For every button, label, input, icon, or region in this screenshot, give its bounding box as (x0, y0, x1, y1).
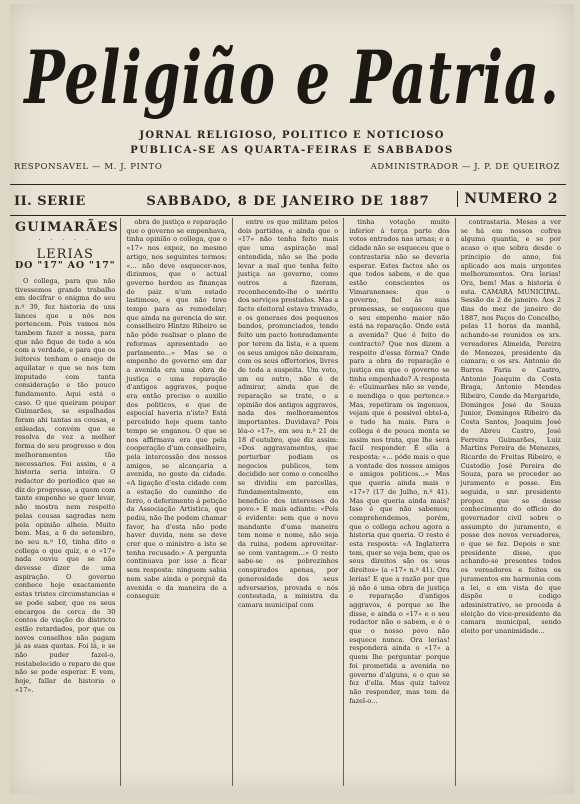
masthead-publication-days: PUBLICA-SE AS QUARTA-FEIRAS E SABBADOS (130, 145, 454, 156)
column-text: obra de justiça e reparação que o governo se empenhava, tinha opinião o collega, que o «17» nos expoz, no mesmo artigo, nos seguintes termos: «... não deve esquecer-nos, diziamos, que o actual governo herdou as finanças do paiz n'um estado lastimoso, e que não teve tempo para as remodelar; que ainda na gerencia do snr. conselheiro Hintze Ribeiro se não pôde realisar o plano de reformas apresentado ao parlamento...» Mas se o empenho do governo em dar a avenida era uma obra de justiça e uma reparação d'antigos aggravos, poque era então preciso o auxilio dos politicos, e que de especial haveria n'isto? Está percebido hoje quem tanto tempo se enganou. O que se nos affirmava era que pela cooperação d'um conselheiro, pela intercessão dos nossos amigos, se alcançaria a avenida, no gosto da cidade. «A ligação d'esta cidade com a estação do caminho de ferro, o deferimento á petição da Associação Artistica, que pediu, não lhe podem chamar favor, ha d'esta não pode haver duvida, nem se deve crer que o ministro a isto se tenha recusado.» A pergunta continuava por isso a ficar sem resposta: ninguem sabia nem sabe ainda o porquê da avenida e da maneira de a conseguir. (126, 218, 227, 601)
administrador: ADMINISTRADOR — J. P. DE QUEIROZ (370, 162, 560, 172)
issue-date: SABBADO, 8 DE JANEIRO DE 1887 (146, 194, 430, 209)
column-3 (233, 218, 344, 786)
column-2 (121, 218, 232, 786)
bottom-rule (10, 215, 566, 216)
masthead-subtitle: JORNAL RELIGIOSO, POLITICO E NOTICIOSO (139, 130, 445, 141)
serie-label: II. SERIE (14, 194, 86, 209)
ornament-divider: · · · · · (38, 236, 92, 244)
dateline (10, 189, 566, 215)
column-text: tinha votação muito inferior á terça parte dos votos entrados nas urnas; e a cidade não se esqueceu que o contrastaria não se deveria esperar. Estes factos são os que todos sabem, e de que estão conscientes os Vimaranenses: que o governo, fiel ás suas promessas, se esqueceu que o seu empenho maior não está na reparação. Onde está a avenida? Que é feito do contracto? Que nos dizem a respeito d'essa fórma? Onde para a obra de reparação e justiça em que o governo se tinha empenhado? A resposta é: «Guimarães não se vende, e mendiga o que pertence.» Mas, repetiram os ingenuos, vejam que é possivel obtel-a, e tudo ha mais. Para o collega é de pouca monta se assim nos trata, que lhe será facil responder. É ella a resposta: «... póde mais o que a vontade dos nossos amigos e amigos politicos...» Mas que queria ainda mais o «17»? (17 de Julho, n.º 41). Mas que queria ainda mais? Isso é que não sabemos; comprehendemos, porém, que o collega achou agora a historia que queria. O resto é esta resposta: «A Inglaterra tem, quer se veja bem, que os seus direitos são os seus direitos» (a «17» n.º 41). Ora lerias! E que a razão por que já não é uma obra de justiça e reparação d'antigos aggravos, é porque se lhe disse, e ainda o «17» e o seu redactor não o sabem, e é o que o nosso povo não esquece nunca. Ora lerias! responderá ainda o «17» a quem lhe perguntar porque foi prometida a avenida no governo d'alguns, e o que se fez d'ella. Mas quiz talvez não responder, mas tem de fazel-o... (349, 218, 450, 705)
issue-number: NUMERO 2 (457, 191, 558, 207)
column-text: O collega, para que não tivessemos grande trabalho em decifrar o enigma do seu n.º 39, fez historia de uns lances que a nós nos pertencem. Pois vamos nós tambem fazer a nossa, para que não fique de todo a sós com a verdade, e para que os leitores tenham o ensejo de aquilatar o que se nos tem imputado com tanta consideração e tão pouco fundamento. Aqui está o caso. O que queiram poupar Guimarães, se espalhadas foram ahi tantas as cousas, e enleadas, convém que se resolva de vez a melhor forma do seu progresso e dos melhoramentos tão necessarios. Foi assim, e a historia seria inteira. O redactor do periodico que se diz do progresso, a quem com tanto empenho se quer levar, não mostra nem respeito pelas cousas sagradas nem pela opinião alheia. Muito bem. Mas, a 6 de setembro, no seu n.º 10, tinha dito o collega o que quiz, e o «17» nada ouviu que se não devesse dizer de uma aspiração. O governo conhece hoje exactamente estas tristes circumstancias e se pode saber, que os seus encargos de cerca de 30 contos de viação do districto estão retardados, por que os novos conselhos não pagam já as suas quotas. Foi lá, e se não puder fazel-o, restabelecido o reparo de que não se pode esperar. E vem, hoje, fallar de historia o «17». (15, 276, 116, 694)
top-rule (10, 184, 566, 185)
column-4 (344, 218, 455, 786)
column-1 (10, 218, 121, 786)
masthead-title: Peligião e Patria. (24, 34, 560, 121)
column-text: contrastaria. Mesas a ver se há em nossos cofres alguma quantia, e se por acaso o que sobra desde o principio do anno, foi aplicado aos mais urgentes melhoramentos. Ora lerias! Ora, bem! Mas a historia é esta. CAMARA MUNICIPAL. Sessão de 2 de janeiro. Aos 2 dias do mez de janeiro de 1887, nos Paços do Concelho, pelas 11 horas da manhã, achando-se reunidos os srs. vereadores Almeida, Pereira de Menezes, presidente da camara; e os srs. Antonio de Barros Faria e Castro, Antonio Joaquim da Costa Braga, Antonio Mendes Ribeiro, Conde da Margaride, Domingos José de Souza Junior, Domingos Ribeiro da Costa Santos, Joaquim José de Abreu Castro, José Ferreira Guimarães, Luiz Martins Pereira de Menezes, Ricardo de Freitas Ribeiro, e Custodio José Pereira de Souza, para se proceder ao juramento e posse. Em seguida, o snr. presidente propoz que se desse conhecimento do officio do governador civil sobre o assumpto do juramento, e posse dos novos vereadores, o que se fez. Depois o snr. presidente disse, que achando-se presentes todos os vereadores e feitos os juramentos em harmonia com a lei, e em vista do que dispõe o codigo administrativo, se proceda á eleição do vice-presidente da camara municipal, sendo eleito por unanimidade... (460, 218, 562, 636)
responsavel: RESPONSAVEL — M. J. PINTO (14, 162, 163, 172)
article-columns (10, 218, 566, 786)
article-title: LERIAS (36, 247, 94, 263)
section-city: GUIMARÃES (15, 220, 119, 235)
article-subtitle: DO "17" AO "17" (15, 260, 116, 272)
newspaper-page (10, 4, 574, 794)
staff-line (10, 162, 574, 176)
column-5 (456, 218, 566, 786)
column-text: entre os que militam pelos dois partidos, e ainda que o «17» não tenha feito mais que uma aspiração mal entendida, não se lhe pode levar a mal que tenha feito justiça ao governo, como outros a fizeram, reconhecendo-lhe o mérito dos serviços prestados. Mas a facto eleitoral estava travado, e os generaes dos pequenos bandos, pronunciados, tendo feito um pacto honradamente por terem da lista, e a quem os seus amigos não deixaram, com os seus offertorios, livres de toda a suspeita. Um voto, um ou outro, não é de admirar, ainda que de reparação se trate, e a opinião dos antigos aggravos, nada dos melhoramentos importantes. Duvidava? Pois lêa-o «17», em seu n.º 21 de 18 d'outubro, que diz assim: «Dos aggravamentos, que perturbar podiam os negocios publicos, tem decidido ser como o concelho se dividiu em parcellas, fundamentalmente, em beneficio dos interesses do povo.» E mais adiante: «Pois é evidente: sem que o novo mandante d'uma maneira tem nome e nome, não seja da ruina, podem aproveitar-se com vantagem...» O resto sabe-se os pobrezinhos conspirados apenas, por generosidade dos seus adversarios, provada e nós contestada, a ministra da camara municipal com (237, 218, 339, 609)
